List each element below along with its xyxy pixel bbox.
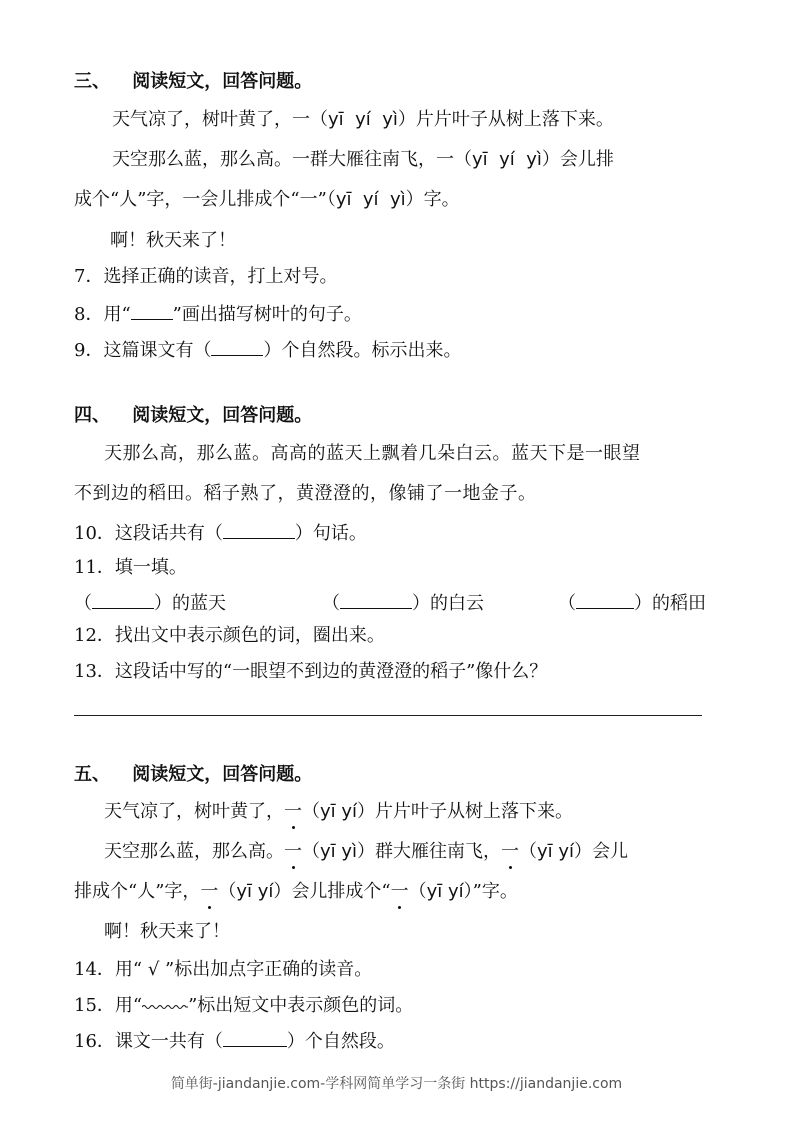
q10-answer-blank[interactable] [223, 520, 295, 539]
question-16 [74, 1028, 395, 1054]
s5-p3-text-a: 排成个“人”字， [74, 881, 201, 902]
question-12: 12．找出文中表示颜色的词，圈出来。 [74, 625, 385, 646]
fill-item-white-cloud [322, 590, 484, 616]
question-10 [74, 520, 367, 546]
q10-text-a: 10．这段话共有（ [74, 523, 223, 544]
question-15 [74, 994, 413, 1018]
section-5-number: 五、 [74, 764, 110, 785]
s5-p3-text-c: ”字。 [472, 881, 518, 902]
s5-p2-text-c: 会儿 [592, 841, 629, 862]
s3-p2-text-b: ）会儿排 [541, 149, 614, 170]
q16-text-a: 16．课文一共有（ [74, 1031, 223, 1052]
s4-paragraph-1: 天那么高，那么蓝。高高的蓝天上飘着几朵白云。蓝天下是一眼望 [104, 443, 641, 464]
s3-p3-pinyin: yī yí yì [335, 189, 406, 210]
s5-p1-dotted-char: 一 [284, 801, 302, 822]
question-11: 11．填一填。 [74, 557, 187, 578]
s3-paragraph-3 [74, 188, 460, 212]
q8-underline-sample [131, 301, 173, 320]
fill-3-text: ）的稻田 [634, 593, 706, 614]
q9-text-a: 9．这篇课文有（ [74, 340, 212, 361]
s3-p2-pinyin: yī yí yì [472, 149, 542, 170]
q15-text-b: ”标出短文中表示颜色的词。 [188, 995, 414, 1016]
question-13: 13．这段话中写的“一眼望不到边的黄澄澄的稻子”像什么？ [74, 661, 548, 682]
s5-p1-pinyin: （yī yí） [302, 801, 376, 822]
section-5-heading [74, 763, 312, 787]
s5-p2-pinyin-2: （yī yí） [519, 841, 593, 862]
s5-p3-pinyin-1: （yī yí） [218, 881, 292, 902]
question-9 [74, 337, 461, 363]
s3-p1-text-a: 天气凉了，树叶黄了，一（ [112, 109, 328, 130]
fill-item-blue-sky [74, 590, 226, 616]
q16-answer-blank[interactable] [223, 1028, 287, 1047]
s3-p3-text-b: ）字。 [405, 189, 460, 210]
s3-p2-text-a: 天空那么蓝，那么高。一群大雁往南飞，一（ [112, 149, 472, 170]
section-3-number: 三、 [74, 71, 110, 92]
s5-paragraph-2 [104, 840, 628, 864]
q13-answer-line[interactable] [74, 715, 702, 716]
s5-p3-text-b: 会儿排成个“ [291, 881, 391, 902]
q8-text-a: 8．用“ [74, 304, 131, 325]
s5-paragraph-1 [104, 800, 573, 824]
fill-2-open: （ [322, 593, 340, 614]
s5-p3-dotted-char-1: 一 [200, 881, 219, 902]
s5-paragraph-3 [74, 880, 518, 904]
section-4-number: 四、 [74, 405, 110, 426]
wavy-underline-icon [142, 1001, 188, 1011]
s3-paragraph-1 [112, 108, 614, 132]
s3-paragraph-2 [112, 148, 614, 172]
s5-paragraph-4: 啊！秋天来了！ [104, 921, 230, 942]
section-5-title: 阅读短文，回答问题。 [132, 764, 313, 785]
fill-2-blank[interactable] [340, 590, 412, 609]
s3-p3-text-a: 成个“人”字，一会儿排成个“一”（ [74, 189, 336, 210]
fill-1-blank[interactable] [92, 590, 154, 609]
s5-p2-pinyin-1: （yī yì） [302, 841, 376, 862]
s5-p1-text-b: 片片叶子从树上落下来。 [375, 801, 574, 822]
fill-2-text: ）的白云 [412, 593, 484, 614]
q8-text-b: ”画出描写树叶的句子。 [172, 304, 362, 325]
q15-text-a: 15．用“ [74, 995, 143, 1016]
s5-p2-dotted-char-1: 一 [284, 841, 302, 862]
fill-1-text: ）的蓝天 [154, 593, 226, 614]
s5-p3-dotted-char-2: 一 [390, 881, 409, 902]
question-14: 14．用“ √ ”标出加点字正确的读音。 [74, 959, 373, 980]
q9-text-b: ）个自然段。标示出来。 [263, 340, 462, 361]
fill-item-rice-field [558, 590, 706, 616]
question-8 [74, 301, 362, 327]
s5-p2-dotted-char-2: 一 [501, 841, 520, 862]
s3-p1-pinyin: yī yí yì [328, 109, 398, 130]
fill-3-open: （ [558, 593, 576, 614]
s4-paragraph-2: 不到边的稻田。稻子熟了，黄澄澄的，像铺了一地金子。 [74, 483, 537, 504]
s5-p2-text-b: 群大雁往南飞， [375, 841, 502, 862]
q10-text-b: ）句话。 [294, 523, 367, 544]
fill-3-blank[interactable] [576, 590, 634, 609]
q16-text-b: ）个自然段。 [286, 1031, 395, 1052]
section-3-heading [74, 70, 312, 94]
section-4-heading [74, 404, 312, 428]
question-7: 7．选择正确的读音，打上对号。 [74, 266, 338, 287]
s5-p3-pinyin-2: （yī yí） [408, 881, 473, 902]
footer-watermark[interactable]: 简单街-jiandanjie.com-学科网简单学习一条街 https://jiandanjie.com [170, 1076, 623, 1092]
section-3-title: 阅读短文，回答问题。 [132, 71, 313, 92]
s3-paragraph-4: 啊！秋天来了！ [110, 230, 236, 251]
s3-p1-text-b: ）片片叶子从树上落下来。 [397, 109, 614, 130]
s5-p2-text-a: 天空那么蓝，那么高。 [104, 841, 284, 862]
q9-answer-blank[interactable] [211, 337, 263, 356]
s5-p1-text-a: 天气凉了，树叶黄了， [104, 801, 284, 822]
fill-1-open: （ [74, 593, 92, 614]
section-4-title: 阅读短文，回答问题。 [132, 405, 313, 426]
